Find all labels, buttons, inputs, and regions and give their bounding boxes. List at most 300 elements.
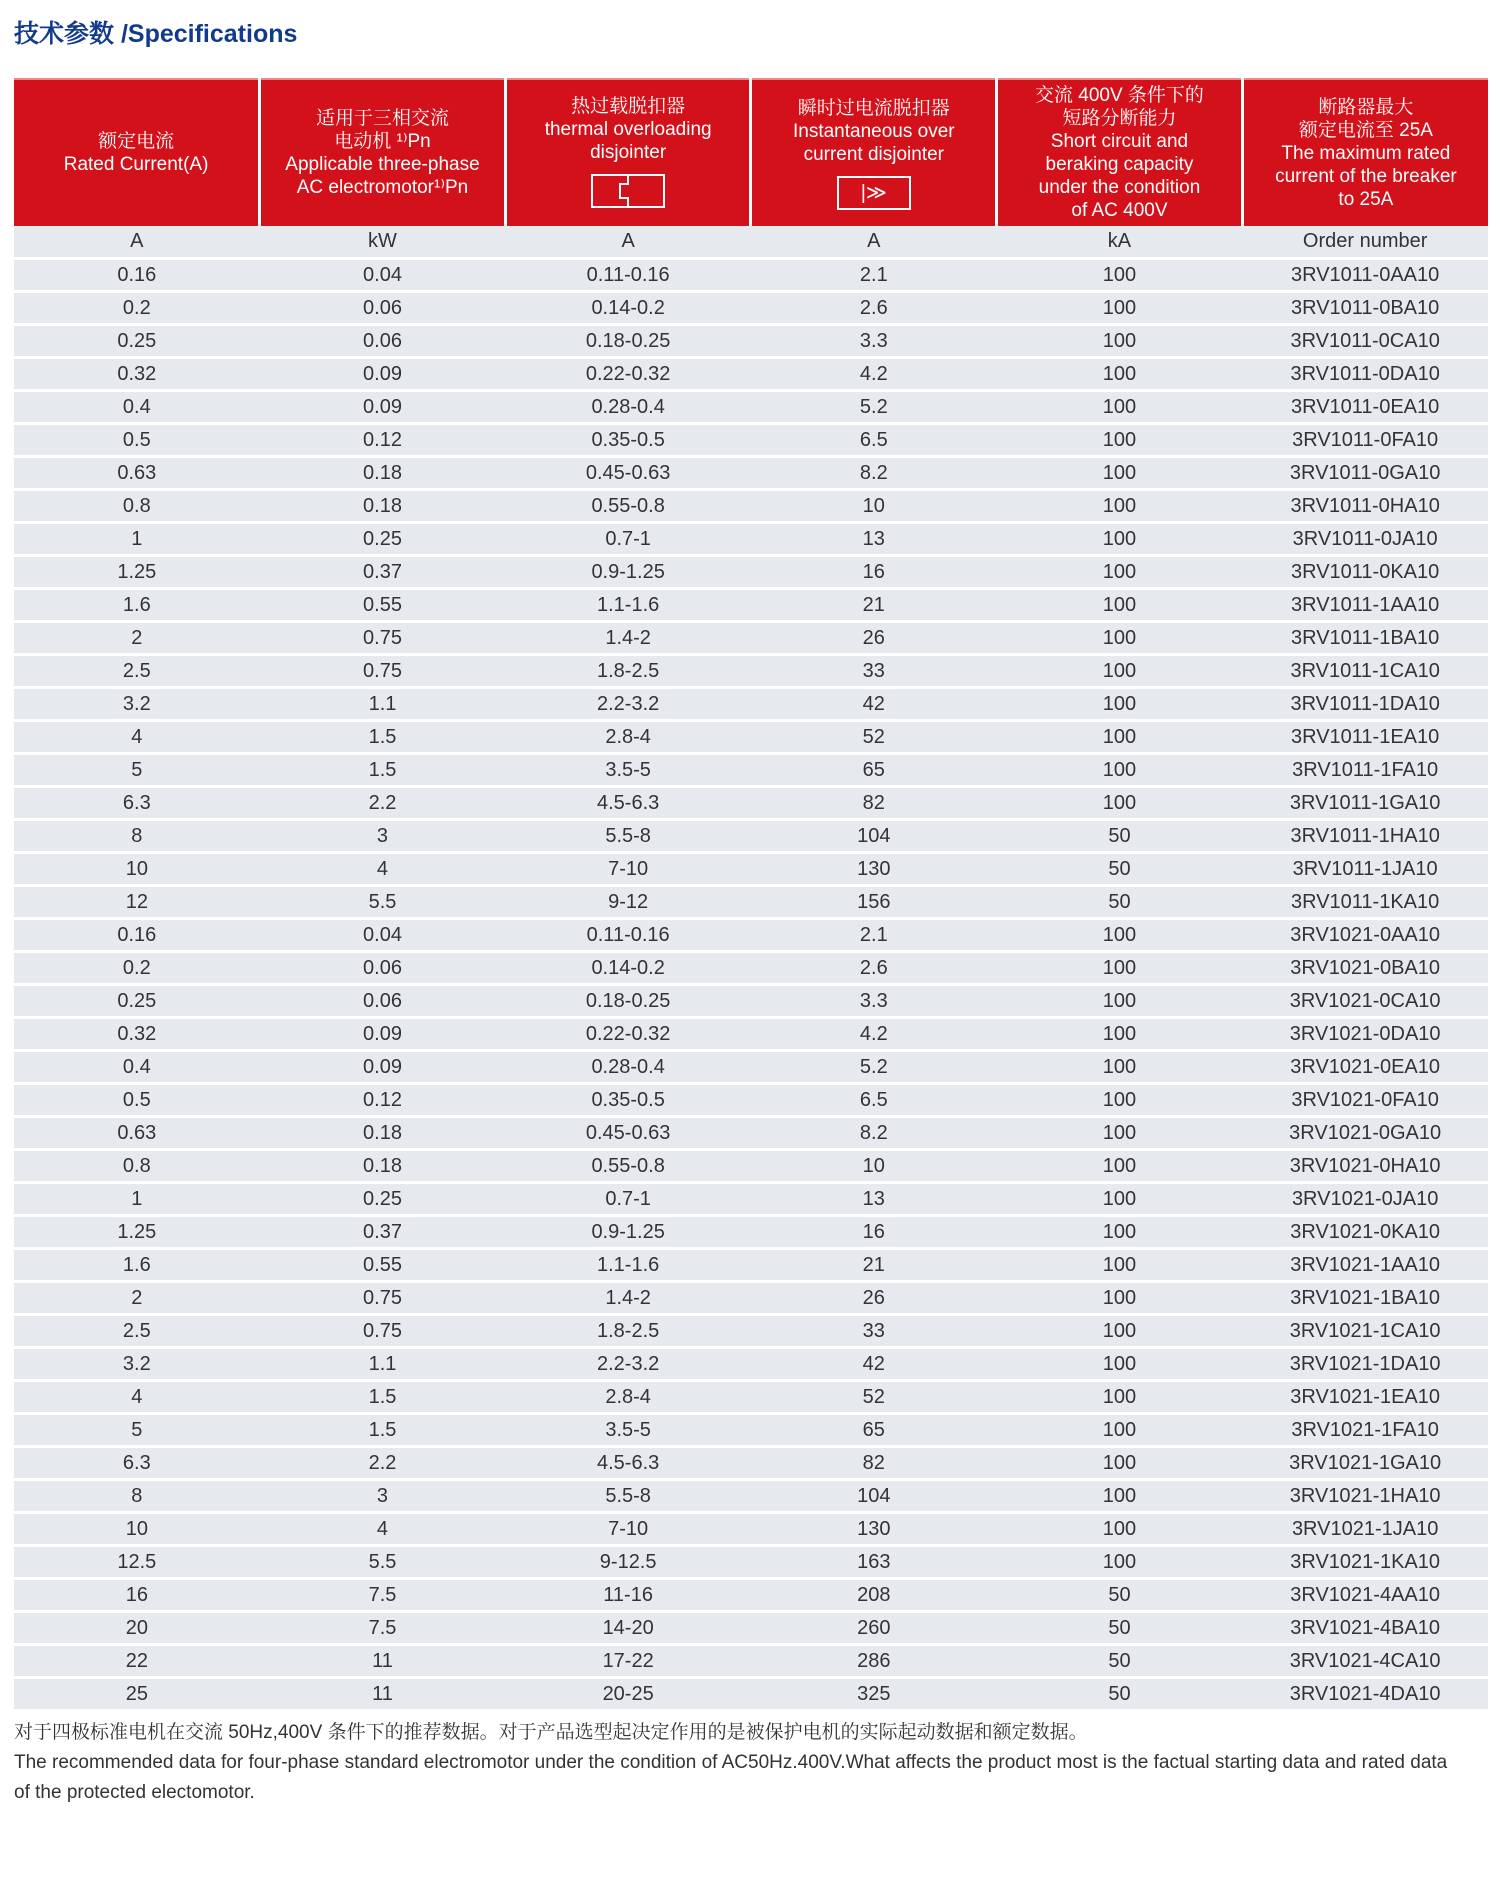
header-line: of AC 400V: [1071, 200, 1168, 221]
table-cell: 100: [997, 325, 1243, 358]
table-cell: 2.5: [14, 655, 260, 688]
table-cell: 3RV1011-1GA10: [1242, 787, 1488, 820]
table-cell: 11-16: [505, 1579, 751, 1612]
table-row: [14, 259, 1488, 292]
table-cell: 100: [997, 391, 1243, 424]
footnote-chinese: 对于四极标准电机在交流 50Hz,400V 条件下的推荐数据。对于产品选型起决定作用的是被保护电机的实际起动数据和额定数据。: [14, 1722, 1088, 1743]
table-cell: 26: [751, 622, 997, 655]
unit-cell: A: [505, 226, 751, 259]
table-row: [14, 1051, 1488, 1084]
table-cell: 3.3: [751, 325, 997, 358]
table-cell: 0.5: [14, 424, 260, 457]
table-cell: 1.5: [260, 1381, 506, 1414]
table-cell: 3RV1011-1AA10: [1242, 589, 1488, 622]
table-cell: 100: [997, 985, 1243, 1018]
table-cell: 0.75: [260, 1315, 506, 1348]
table-cell: 0.09: [260, 391, 506, 424]
table-cell: 0.04: [260, 919, 506, 952]
table-cell: 3RV1011-0DA10: [1242, 358, 1488, 391]
table-cell: 6.3: [14, 787, 260, 820]
table-cell: 3.5-5: [505, 1414, 751, 1447]
table-row: [14, 853, 1488, 886]
table-row: [14, 1018, 1488, 1051]
table-cell: 100: [997, 490, 1243, 523]
table-cell: 100: [997, 1084, 1243, 1117]
table-cell: 130: [751, 1513, 997, 1546]
table-row: [14, 1579, 1488, 1612]
table-cell: 100: [997, 622, 1243, 655]
table-cell: 2.1: [751, 919, 997, 952]
table-cell: 4.5-6.3: [505, 787, 751, 820]
table-cell: 0.4: [14, 1051, 260, 1084]
table-cell: 0.11-0.16: [505, 919, 751, 952]
table-cell: 0.4: [14, 391, 260, 424]
thermal-trip-symbol-icon: [591, 174, 665, 208]
table-cell: 100: [997, 292, 1243, 325]
table-cell: 5.5: [260, 886, 506, 919]
table-row: [14, 457, 1488, 490]
table-cell: 100: [997, 589, 1243, 622]
table-cell: 3RV1021-4BA10: [1242, 1612, 1488, 1645]
table-row: [14, 1447, 1488, 1480]
table-row: [14, 556, 1488, 589]
table-cell: 7.5: [260, 1612, 506, 1645]
header-line: 断路器最大: [1318, 96, 1414, 118]
table-row: [14, 688, 1488, 721]
unit-cell: Order number: [1242, 226, 1488, 259]
table-cell: 42: [751, 1348, 997, 1381]
table-cell: 5.5-8: [505, 820, 751, 853]
table-cell: 100: [997, 1513, 1243, 1546]
table-cell: 3RV1021-1AA10: [1242, 1249, 1488, 1282]
table-cell: 2.8-4: [505, 721, 751, 754]
column-header: [997, 79, 1243, 226]
column-header: [14, 79, 260, 226]
table-cell: 1.5: [260, 1414, 506, 1447]
table-cell: 0.09: [260, 1018, 506, 1051]
table-cell: 104: [751, 1480, 997, 1513]
table-cell: 13: [751, 1183, 997, 1216]
table-cell: 5.2: [751, 1051, 997, 1084]
table-cell: 3RV1011-0BA10: [1242, 292, 1488, 325]
table-cell: 3: [260, 1480, 506, 1513]
page-title: 技术参数 /Specifications: [14, 20, 298, 48]
table-row: [14, 820, 1488, 853]
table-cell: 0.06: [260, 952, 506, 985]
table-cell: 3RV1021-1FA10: [1242, 1414, 1488, 1447]
table-cell: 3RV1021-1KA10: [1242, 1546, 1488, 1579]
table-cell: 0.25: [14, 985, 260, 1018]
table-cell: 3RV1021-0FA10: [1242, 1084, 1488, 1117]
table-cell: 3.2: [14, 1348, 260, 1381]
table-cell: 4: [14, 721, 260, 754]
table-cell: 50: [997, 853, 1243, 886]
table-row: [14, 1480, 1488, 1513]
table-cell: 100: [997, 523, 1243, 556]
table-cell: 325: [751, 1678, 997, 1711]
table-cell: 3RV1011-1FA10: [1242, 754, 1488, 787]
table-cell: 3RV1021-0BA10: [1242, 952, 1488, 985]
table-cell: 3RV1011-0KA10: [1242, 556, 1488, 589]
table-cell: 2.2-3.2: [505, 688, 751, 721]
table-cell: 0.75: [260, 1282, 506, 1315]
table-cell: 3RV1021-1GA10: [1242, 1447, 1488, 1480]
table-cell: 1.8-2.5: [505, 1315, 751, 1348]
table-cell: 0.35-0.5: [505, 424, 751, 457]
table-cell: 0.25: [260, 523, 506, 556]
header-line: Rated Current(A): [63, 154, 209, 175]
table-cell: 4: [260, 1513, 506, 1546]
table-cell: 16: [751, 556, 997, 589]
header-line: under the condition: [1038, 177, 1201, 198]
table-cell: 100: [997, 457, 1243, 490]
table-cell: 0.2: [14, 292, 260, 325]
table-cell: 1: [14, 1183, 260, 1216]
specifications-table: [14, 78, 1488, 1712]
table-cell: 17-22: [505, 1645, 751, 1678]
table-cell: 1.6: [14, 589, 260, 622]
table-cell: 8.2: [751, 457, 997, 490]
table-cell: 0.5: [14, 1084, 260, 1117]
table-cell: 10: [14, 853, 260, 886]
table-cell: 1.8-2.5: [505, 655, 751, 688]
unit-cell: kW: [260, 226, 506, 259]
table-cell: 3RV1011-0HA10: [1242, 490, 1488, 523]
table-cell: 82: [751, 1447, 997, 1480]
table-cell: 4.5-6.3: [505, 1447, 751, 1480]
table-cell: 0.06: [260, 325, 506, 358]
table-row: [14, 985, 1488, 1018]
table-cell: 100: [997, 1051, 1243, 1084]
table-cell: 100: [997, 1018, 1243, 1051]
table-cell: 0.18: [260, 457, 506, 490]
table-cell: 100: [997, 358, 1243, 391]
table-cell: 100: [997, 1348, 1243, 1381]
header-line: Instantaneous over: [792, 120, 955, 142]
table-cell: 100: [997, 688, 1243, 721]
table-cell: 2.5: [14, 1315, 260, 1348]
table-cell: 1: [14, 523, 260, 556]
table-cell: 260: [751, 1612, 997, 1645]
table-cell: 3RV1011-1KA10: [1242, 886, 1488, 919]
table-cell: 0.18: [260, 1150, 506, 1183]
table-cell: 82: [751, 787, 997, 820]
table-cell: 3RV1021-1EA10: [1242, 1381, 1488, 1414]
table-cell: 156: [751, 886, 997, 919]
table-cell: 1.1-1.6: [505, 589, 751, 622]
table-cell: 50: [997, 886, 1243, 919]
table-cell: 3: [260, 820, 506, 853]
table-row: [14, 1645, 1488, 1678]
table-cell: 2.8-4: [505, 1381, 751, 1414]
table-cell: 3RV1011-1DA10: [1242, 688, 1488, 721]
table-cell: 8: [14, 1480, 260, 1513]
table-cell: 0.8: [14, 1150, 260, 1183]
table-row: [14, 721, 1488, 754]
table-cell: 100: [997, 1150, 1243, 1183]
table-row: [14, 655, 1488, 688]
table-cell: 0.16: [14, 259, 260, 292]
table-cell: 0.25: [260, 1183, 506, 1216]
table-cell: 0.16: [14, 919, 260, 952]
table-cell: 11: [260, 1678, 506, 1711]
column-header: [751, 79, 997, 226]
table-row: [14, 1513, 1488, 1546]
table-cell: 2.2: [260, 787, 506, 820]
table-cell: 25: [14, 1678, 260, 1711]
table-cell: 3RV1021-0AA10: [1242, 919, 1488, 952]
table-cell: 12: [14, 886, 260, 919]
table-row: [14, 424, 1488, 457]
header-line: Short circuit and: [1050, 131, 1189, 152]
table-cell: 3RV1011-0GA10: [1242, 457, 1488, 490]
table-cell: 52: [751, 1381, 997, 1414]
header-line: current disjointer: [803, 143, 945, 165]
table-cell: 0.2: [14, 952, 260, 985]
table-row: [14, 1348, 1488, 1381]
header-line: 额定电流至 25A: [1298, 119, 1433, 141]
header-line: 适用于三相交流: [315, 108, 449, 129]
table-cell: 0.32: [14, 1018, 260, 1051]
table-row: [14, 919, 1488, 952]
table-row: [14, 1315, 1488, 1348]
table-cell: 2.6: [751, 952, 997, 985]
table-row: [14, 1117, 1488, 1150]
table-cell: 0.25: [14, 325, 260, 358]
table-cell: 100: [997, 1480, 1243, 1513]
table-cell: 3RV1011-0EA10: [1242, 391, 1488, 424]
table-cell: 0.75: [260, 622, 506, 655]
table-cell: 0.37: [260, 556, 506, 589]
table-row: [14, 1282, 1488, 1315]
table-cell: 0.55-0.8: [505, 1150, 751, 1183]
table-cell: 130: [751, 853, 997, 886]
table-cell: 0.28-0.4: [505, 1051, 751, 1084]
table-cell: 6.5: [751, 424, 997, 457]
table-cell: 14-20: [505, 1612, 751, 1645]
table-cell: 3.2: [14, 688, 260, 721]
table-cell: 0.8: [14, 490, 260, 523]
unit-cell: kA: [997, 226, 1243, 259]
table-cell: 20: [14, 1612, 260, 1645]
table-cell: 0.18: [260, 490, 506, 523]
table-cell: 0.11-0.16: [505, 259, 751, 292]
table-cell: 100: [997, 1216, 1243, 1249]
table-cell: 100: [997, 787, 1243, 820]
table-cell: 9-12.5: [505, 1546, 751, 1579]
table-row: [14, 787, 1488, 820]
table-cell: 4.2: [751, 358, 997, 391]
table-cell: 3RV1021-4CA10: [1242, 1645, 1488, 1678]
table-cell: 100: [997, 259, 1243, 292]
table-cell: 3RV1021-1CA10: [1242, 1315, 1488, 1348]
table-cell: 0.06: [260, 292, 506, 325]
table-cell: 0.06: [260, 985, 506, 1018]
table-row: [14, 754, 1488, 787]
table-cell: 12.5: [14, 1546, 260, 1579]
table-cell: 0.32: [14, 358, 260, 391]
table-cell: 5: [14, 1414, 260, 1447]
table-cell: 3RV1021-1BA10: [1242, 1282, 1488, 1315]
table-cell: 50: [997, 1612, 1243, 1645]
table-cell: 3RV1021-4AA10: [1242, 1579, 1488, 1612]
header-line: 额定电流: [98, 131, 175, 152]
table-cell: 1.5: [260, 721, 506, 754]
table-row: [14, 1216, 1488, 1249]
table-cell: 100: [997, 1546, 1243, 1579]
table-cell: 0.12: [260, 424, 506, 457]
unit-cell: A: [14, 226, 260, 259]
table-cell: 9-12: [505, 886, 751, 919]
table-row: [14, 391, 1488, 424]
table-cell: 3RV1011-1EA10: [1242, 721, 1488, 754]
table-row: [14, 589, 1488, 622]
table-cell: 0.55: [260, 1249, 506, 1282]
table-cell: 0.14-0.2: [505, 292, 751, 325]
header-line: 热过载脱扣器: [571, 95, 686, 117]
table-cell: 5: [14, 754, 260, 787]
table-cell: 2.6: [751, 292, 997, 325]
header-line: The maximum rated: [1281, 142, 1451, 164]
table-cell: 3.3: [751, 985, 997, 1018]
table-cell: 1.1: [260, 1348, 506, 1381]
table-cell: 0.7-1: [505, 1183, 751, 1216]
table-cell: 0.18: [260, 1117, 506, 1150]
table-cell: 100: [997, 1381, 1243, 1414]
table-cell: 100: [997, 655, 1243, 688]
header-line: current of the breaker: [1275, 165, 1457, 187]
table-cell: 100: [997, 556, 1243, 589]
table-row: [14, 292, 1488, 325]
table-cell: 10: [751, 490, 997, 523]
table-cell: 2: [14, 1282, 260, 1315]
table-cell: 0.37: [260, 1216, 506, 1249]
table-row: [14, 1612, 1488, 1645]
table-cell: 65: [751, 754, 997, 787]
table-row: [14, 622, 1488, 655]
table-cell: 50: [997, 1645, 1243, 1678]
table-cell: 0.9-1.25: [505, 556, 751, 589]
table-row: [14, 490, 1488, 523]
table-cell: 3RV1021-0JA10: [1242, 1183, 1488, 1216]
table-cell: 0.63: [14, 1117, 260, 1150]
table-cell: 0.28-0.4: [505, 391, 751, 424]
instantaneous-trip-symbol-icon: |≫: [837, 176, 911, 210]
table-cell: 4: [260, 853, 506, 886]
table-cell: 100: [997, 1315, 1243, 1348]
table-cell: 0.09: [260, 358, 506, 391]
table-cell: 3RV1011-1JA10: [1242, 853, 1488, 886]
table-cell: 16: [751, 1216, 997, 1249]
table-cell: 0.55: [260, 589, 506, 622]
table-cell: 50: [997, 1579, 1243, 1612]
table-cell: 3RV1021-0HA10: [1242, 1150, 1488, 1183]
table-row: [14, 1381, 1488, 1414]
table-cell: 5.5-8: [505, 1480, 751, 1513]
table-cell: 13: [751, 523, 997, 556]
table-cell: 3RV1021-1JA10: [1242, 1513, 1488, 1546]
table-cell: 10: [14, 1513, 260, 1546]
table-row: [14, 358, 1488, 391]
table-cell: 4: [14, 1381, 260, 1414]
table-cell: 50: [997, 1678, 1243, 1711]
footnote-english: The recommended data for four-phase standard electromotor under the condition of AC50Hz.400V.What affects the product most is the factual starting data and rated data of the protected electomotor.: [14, 1752, 1448, 1803]
table-cell: 33: [751, 1315, 997, 1348]
table-cell: 0.63: [14, 457, 260, 490]
table-row: [14, 1678, 1488, 1711]
table-cell: 100: [997, 1414, 1243, 1447]
table-cell: 0.09: [260, 1051, 506, 1084]
table-cell: 33: [751, 655, 997, 688]
table-cell: 21: [751, 1249, 997, 1282]
table-cell: 0.45-0.63: [505, 1117, 751, 1150]
table-cell: 16: [14, 1579, 260, 1612]
header-line: Applicable three-phase: [285, 154, 480, 175]
table-cell: 0.35-0.5: [505, 1084, 751, 1117]
table-cell: 42: [751, 688, 997, 721]
table-cell: 65: [751, 1414, 997, 1447]
table-cell: 3RV1011-1CA10: [1242, 655, 1488, 688]
table-cell: 100: [997, 1117, 1243, 1150]
header-line: 短路分断能力: [1062, 108, 1177, 129]
column-header: [505, 79, 751, 226]
table-cell: 0.18-0.25: [505, 325, 751, 358]
table-cell: 163: [751, 1546, 997, 1579]
table-cell: 6.3: [14, 1447, 260, 1480]
table-row: [14, 1414, 1488, 1447]
table-cell: 100: [997, 424, 1243, 457]
table-cell: 2.1: [751, 259, 997, 292]
table-cell: 3RV1021-0CA10: [1242, 985, 1488, 1018]
table-cell: 100: [997, 721, 1243, 754]
column-header: [260, 79, 506, 226]
column-header: [1242, 79, 1488, 226]
table-cell: 3RV1021-1HA10: [1242, 1480, 1488, 1513]
table-cell: 6.5: [751, 1084, 997, 1117]
table-cell: 3RV1011-0JA10: [1242, 523, 1488, 556]
table-cell: 3RV1021-1DA10: [1242, 1348, 1488, 1381]
table-cell: 1.1: [260, 688, 506, 721]
units-row: [14, 226, 1488, 259]
table-cell: 8.2: [751, 1117, 997, 1150]
table-cell: 7-10: [505, 1513, 751, 1546]
table-cell: 100: [997, 1282, 1243, 1315]
table-row: [14, 886, 1488, 919]
table-cell: 208: [751, 1579, 997, 1612]
table-row: [14, 325, 1488, 358]
table-cell: 1.4-2: [505, 1282, 751, 1315]
table-cell: 5.5: [260, 1546, 506, 1579]
table-cell: 10: [751, 1150, 997, 1183]
table-cell: 0.14-0.2: [505, 952, 751, 985]
table-cell: 3RV1021-0GA10: [1242, 1117, 1488, 1150]
table-cell: 52: [751, 721, 997, 754]
table-cell: 1.25: [14, 1216, 260, 1249]
table-cell: 0.55-0.8: [505, 490, 751, 523]
table-cell: 7-10: [505, 853, 751, 886]
table-cell: 1.4-2: [505, 622, 751, 655]
table-cell: 0.75: [260, 655, 506, 688]
table-cell: 4.2: [751, 1018, 997, 1051]
table-cell: 1.5: [260, 754, 506, 787]
table-cell: 0.9-1.25: [505, 1216, 751, 1249]
table-cell: 1.6: [14, 1249, 260, 1282]
table-cell: 3RV1011-0FA10: [1242, 424, 1488, 457]
table-cell: 22: [14, 1645, 260, 1678]
table-cell: 0.04: [260, 259, 506, 292]
table-cell: 11: [260, 1645, 506, 1678]
table-cell: 1.25: [14, 556, 260, 589]
